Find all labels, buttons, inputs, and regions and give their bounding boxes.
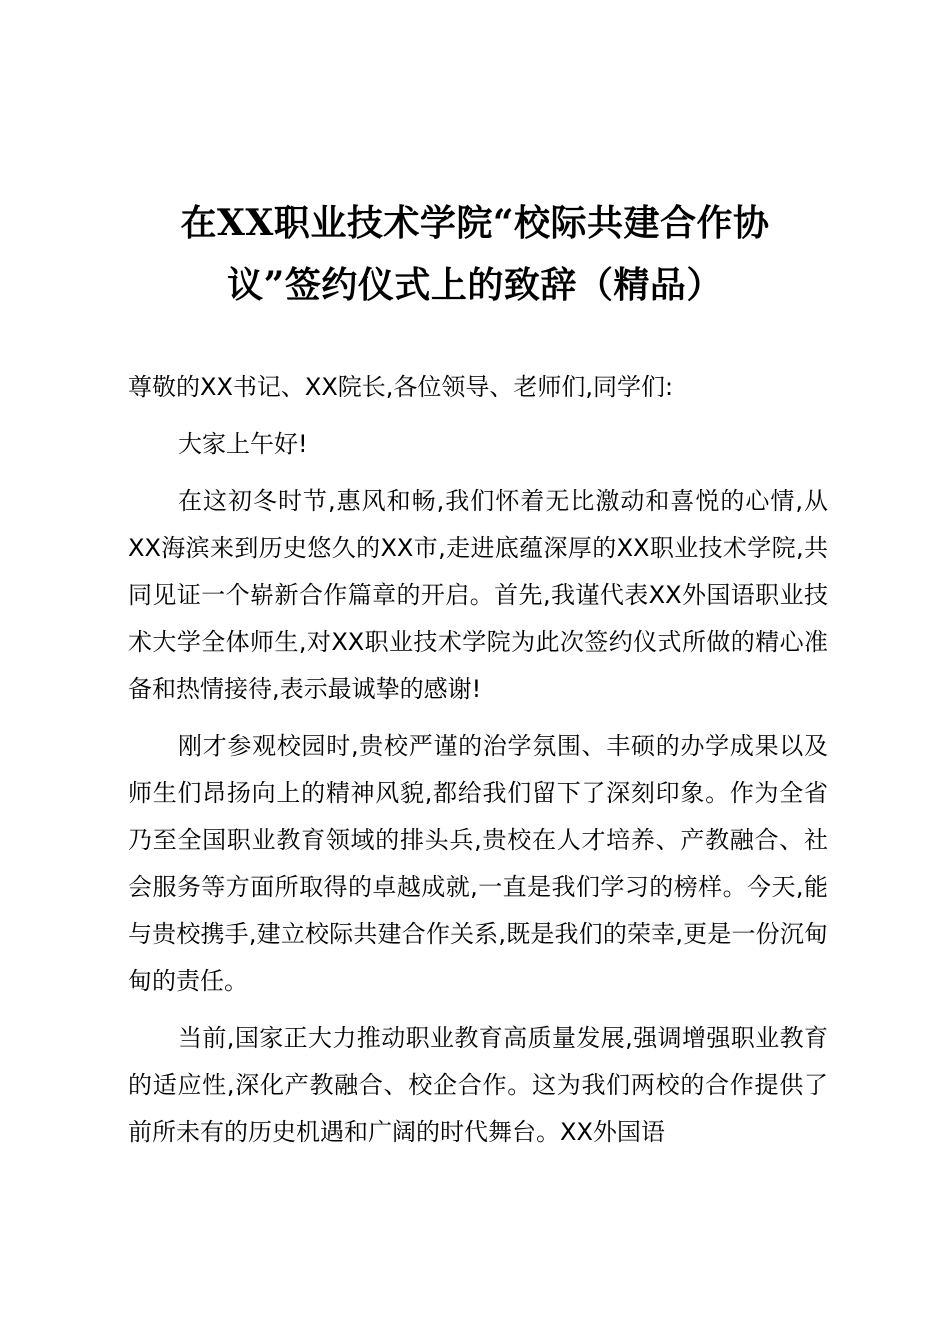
title-line-2: 议”签约仪式上的致辞（精品） <box>227 264 723 306</box>
paragraph-opportunity: 当前,国家正大力推动职业教育高质量发展,强调增强职业教育的适应性,深化产教融合、校企合作。这为我们两校的合作提供了前所未有的历史机遇和广阔的时代舞台。XX外国语 <box>128 1024 828 1146</box>
document-title <box>120 192 830 316</box>
title-line-1: 在XX职业技术学院“校际共建合作协 <box>180 202 770 244</box>
paragraph-opening: 在这初冬时节,惠风和畅,我们怀着无比激动和喜悦的心情,从XX海滨来到历史悠久的XX市,走进底蕴深厚的XX职业技术学院,共同见证一个崭新合作篇章的开启。首先,我谨代表XX外国语职业技术大学全体师生,对XX职业技术学院为此次签约仪式所做的精心准备和热情接待,表示最诚挚的感谢! <box>128 487 828 703</box>
paragraph-greeting: 大家上午好! <box>178 430 308 458</box>
paragraph-visit: 刚才参观校园时,贵校严谨的治学氛围、丰硕的办学成果以及师生们昂扬向上的精神风貌,都给我们留下了深刻印象。作为全省乃至全国职业教育领域的排头兵,贵校在人才培养、产教融合、社会服务等方面所取得的卓越成就,一直是我们学习的榜样。今天,能与贵校携手,建立校际共建合作关系,既是我们的荣幸,更是一份沉甸甸的责任。 <box>128 732 828 995</box>
document-body <box>128 364 828 1166</box>
salutation: 尊敬的XX书记、XX院长,各位领导、老师们,同学们: <box>128 373 674 401</box>
